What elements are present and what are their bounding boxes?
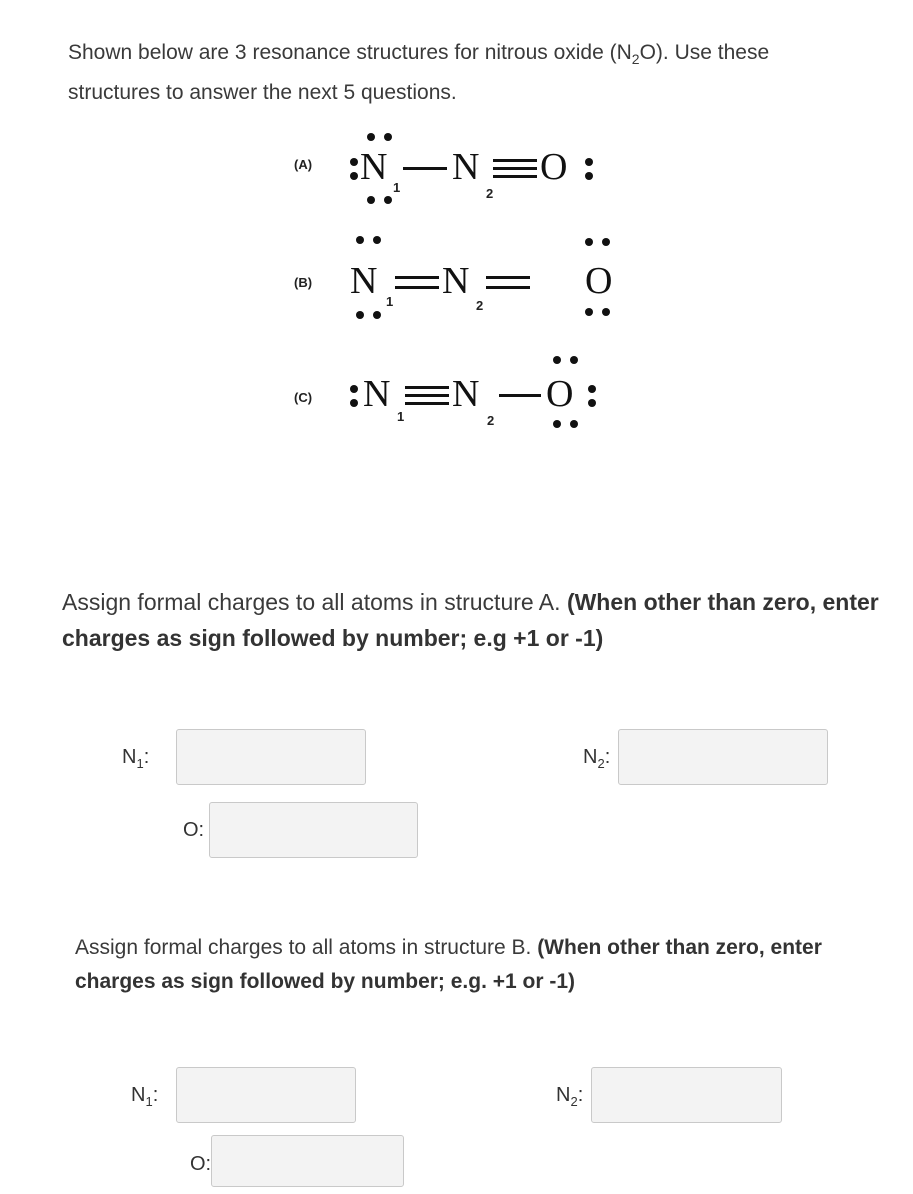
lone-pair-dot <box>585 238 593 246</box>
atom-n1-sub: 1 <box>386 294 394 309</box>
atom-n2: N <box>452 373 480 415</box>
triple-bond-line <box>405 394 449 397</box>
atom-n2: N <box>442 260 470 302</box>
o-label-a: O: <box>183 819 205 841</box>
n1-charge-input-b[interactable] <box>176 1067 356 1123</box>
n2-charge-input-b[interactable] <box>591 1067 782 1123</box>
lone-pair-dot <box>350 399 358 407</box>
n2-charge-input-a[interactable] <box>618 729 828 785</box>
n1-label-b: $N_1$: <box>131 1084 159 1109</box>
double-bond-line <box>486 276 530 279</box>
lone-pair-dot <box>585 172 593 180</box>
structure-c-label: (C) <box>294 390 313 405</box>
question-a-instructions: (When other than zero, enter charges as sign followed by number; e.g +1 or -1) <box>62 589 879 651</box>
double-bond-line <box>395 276 439 279</box>
triple-bond-line <box>493 167 537 170</box>
lone-pair-dot <box>373 311 381 319</box>
n1-label-a: $N_1$: <box>122 746 150 771</box>
lone-pair-dot <box>367 133 375 141</box>
o-charge-input-a[interactable] <box>209 802 418 858</box>
n1-charge-input-a[interactable] <box>176 729 366 785</box>
triple-bond-line <box>493 175 537 178</box>
question-a-text: Assign formal charges to all atoms in structure A. <box>62 589 567 615</box>
structure-a-label: (A) <box>294 157 313 172</box>
double-bond-line <box>395 286 439 289</box>
atom-n2: N <box>452 146 480 188</box>
o-charge-input-b[interactable] <box>211 1135 404 1187</box>
lone-pair-dot <box>570 356 578 364</box>
lone-pair-dot <box>585 158 593 166</box>
double-bond-line <box>486 286 530 289</box>
atom-n1-sub: 1 <box>393 180 401 195</box>
question-b-instructions: (When other than zero, enter charges as sign followed by number; e.g. +1 or -1) <box>75 936 822 993</box>
atom-n1: N <box>360 146 388 188</box>
atom-n1-sub: 1 <box>397 409 405 424</box>
o-label-b: O: <box>190 1153 212 1175</box>
atom-o: O <box>540 146 568 188</box>
lone-pair-dot <box>588 385 596 393</box>
intro-line2: structures to answer the next 5 questions. <box>68 81 457 105</box>
single-bond <box>403 167 447 170</box>
lone-pair-dot <box>373 236 381 244</box>
intro-subscript: 2 <box>631 51 640 68</box>
lone-pair-dot <box>570 420 578 428</box>
atom-n2-sub: 2 <box>486 186 494 201</box>
lone-pair-dot <box>602 308 610 316</box>
lone-pair-dot <box>553 356 561 364</box>
lone-pair-dot <box>602 238 610 246</box>
intro-line1: Shown below are 3 resonance structures for nitrous oxide (N <box>68 41 632 64</box>
single-bond <box>499 394 541 397</box>
lone-pair-dot <box>585 308 593 316</box>
intro-line1-end: O). Use these <box>639 41 770 64</box>
lone-pair-dot <box>384 133 392 141</box>
atom-n1: N <box>363 373 391 415</box>
structure-b-label: (B) <box>294 275 313 290</box>
question-a <box>62 584 882 656</box>
lone-pair-dot <box>350 385 358 393</box>
atom-n2-sub: 2 <box>476 298 484 313</box>
intro-text <box>68 36 868 110</box>
lone-pair-dot <box>553 420 561 428</box>
atom-o: O <box>546 373 574 415</box>
atom-o: O <box>585 260 613 302</box>
lone-pair-dot <box>350 158 358 166</box>
lone-pair-dot <box>384 196 392 204</box>
lone-pair-dot <box>356 236 364 244</box>
lone-pair-dot <box>367 196 375 204</box>
question-b-text: Assign formal charges to all atoms in structure B. <box>75 936 538 959</box>
n2-label-a: $N_2$: <box>583 746 611 771</box>
triple-bond-line <box>405 386 449 389</box>
lone-pair-dot <box>356 311 364 319</box>
atom-n1: N <box>350 260 378 302</box>
triple-bond-line <box>405 402 449 405</box>
atom-n2-sub: 2 <box>487 413 495 428</box>
question-b <box>75 931 855 999</box>
lone-pair-dot <box>588 399 596 407</box>
lone-pair-dot <box>350 172 358 180</box>
n2-label-b: $N_2$: <box>556 1084 584 1109</box>
triple-bond-line <box>493 159 537 162</box>
